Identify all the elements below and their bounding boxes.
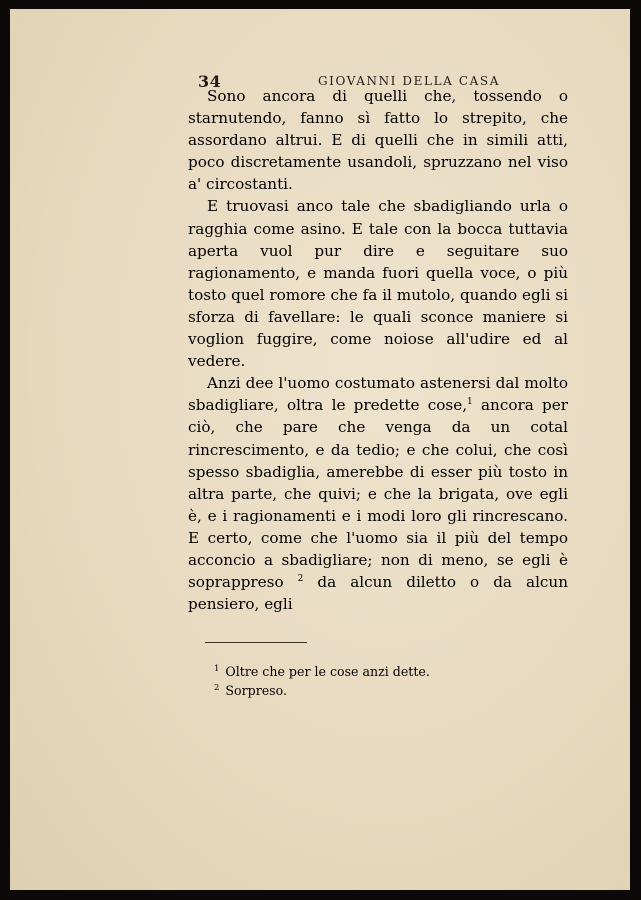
paragraph-3-part-a: Anzi dee l'uomo costumato astenersi dal molto sbadigliare, oltra le predette cose, <box>188 374 568 415</box>
footnote-2 <box>214 680 514 699</box>
footnote-1-mark: 1 <box>214 664 220 674</box>
footnotes <box>214 661 514 699</box>
paragraph-1: Sono ancora di quelli che, tossendo o starnutendo, fanno sì fatto lo strepito, che assordano altrui. E di quelli che in simili atti, poco discretamente usandoli, spruzzano nel viso a' circostanti. <box>188 87 568 194</box>
footnote-1 <box>214 661 514 680</box>
paragraph-3 <box>188 372 568 615</box>
footnote-ref-2: 2 <box>297 574 304 584</box>
paragraph-3-part-b: ancora per ciò, che pare che venga da un cotal rincrescimento, e da tedio; e che colui, che così spesso sbadiglia, amerebbe di esser più tosto in altra parte, che quivi; e che la brigata, ove egli è, e i ragionamenti e i modi loro gli rincrescano. E certo, come che l'uomo sia il più del tempo acconcio a sbadigliare; non di meno, se egli è soprappreso <box>188 396 568 592</box>
page-number: 34 <box>198 72 222 91</box>
footnote-ref-1: 1 <box>467 397 473 408</box>
paragraph-3-part-c: da alcun diletto o da alcun pensiero, egli <box>188 573 568 614</box>
footnote-2-mark: 2 <box>214 683 220 694</box>
body-text <box>188 85 568 615</box>
footnote-2-text: Sorpreso. <box>225 683 288 699</box>
running-title: GIOVANNI DELLA CASA <box>318 74 500 88</box>
paragraph-2: E truovasi anco tale che sbadigliando urla o ragghia come asino. E tale con la bocca tuttavia aperta vuol pur dire e seguitare suo ragionamento, e manda fuori quella voce, o più tosto quel romore che fa il mutolo, quando egli si sforza di favellare: le quali sconce maniere si voglion fuggire, come noiose all'udire ed al vedere. <box>188 197 568 371</box>
footnote-1-text: Oltre che per le cose anzi dette. <box>225 664 430 680</box>
footnote-rule <box>205 642 307 643</box>
